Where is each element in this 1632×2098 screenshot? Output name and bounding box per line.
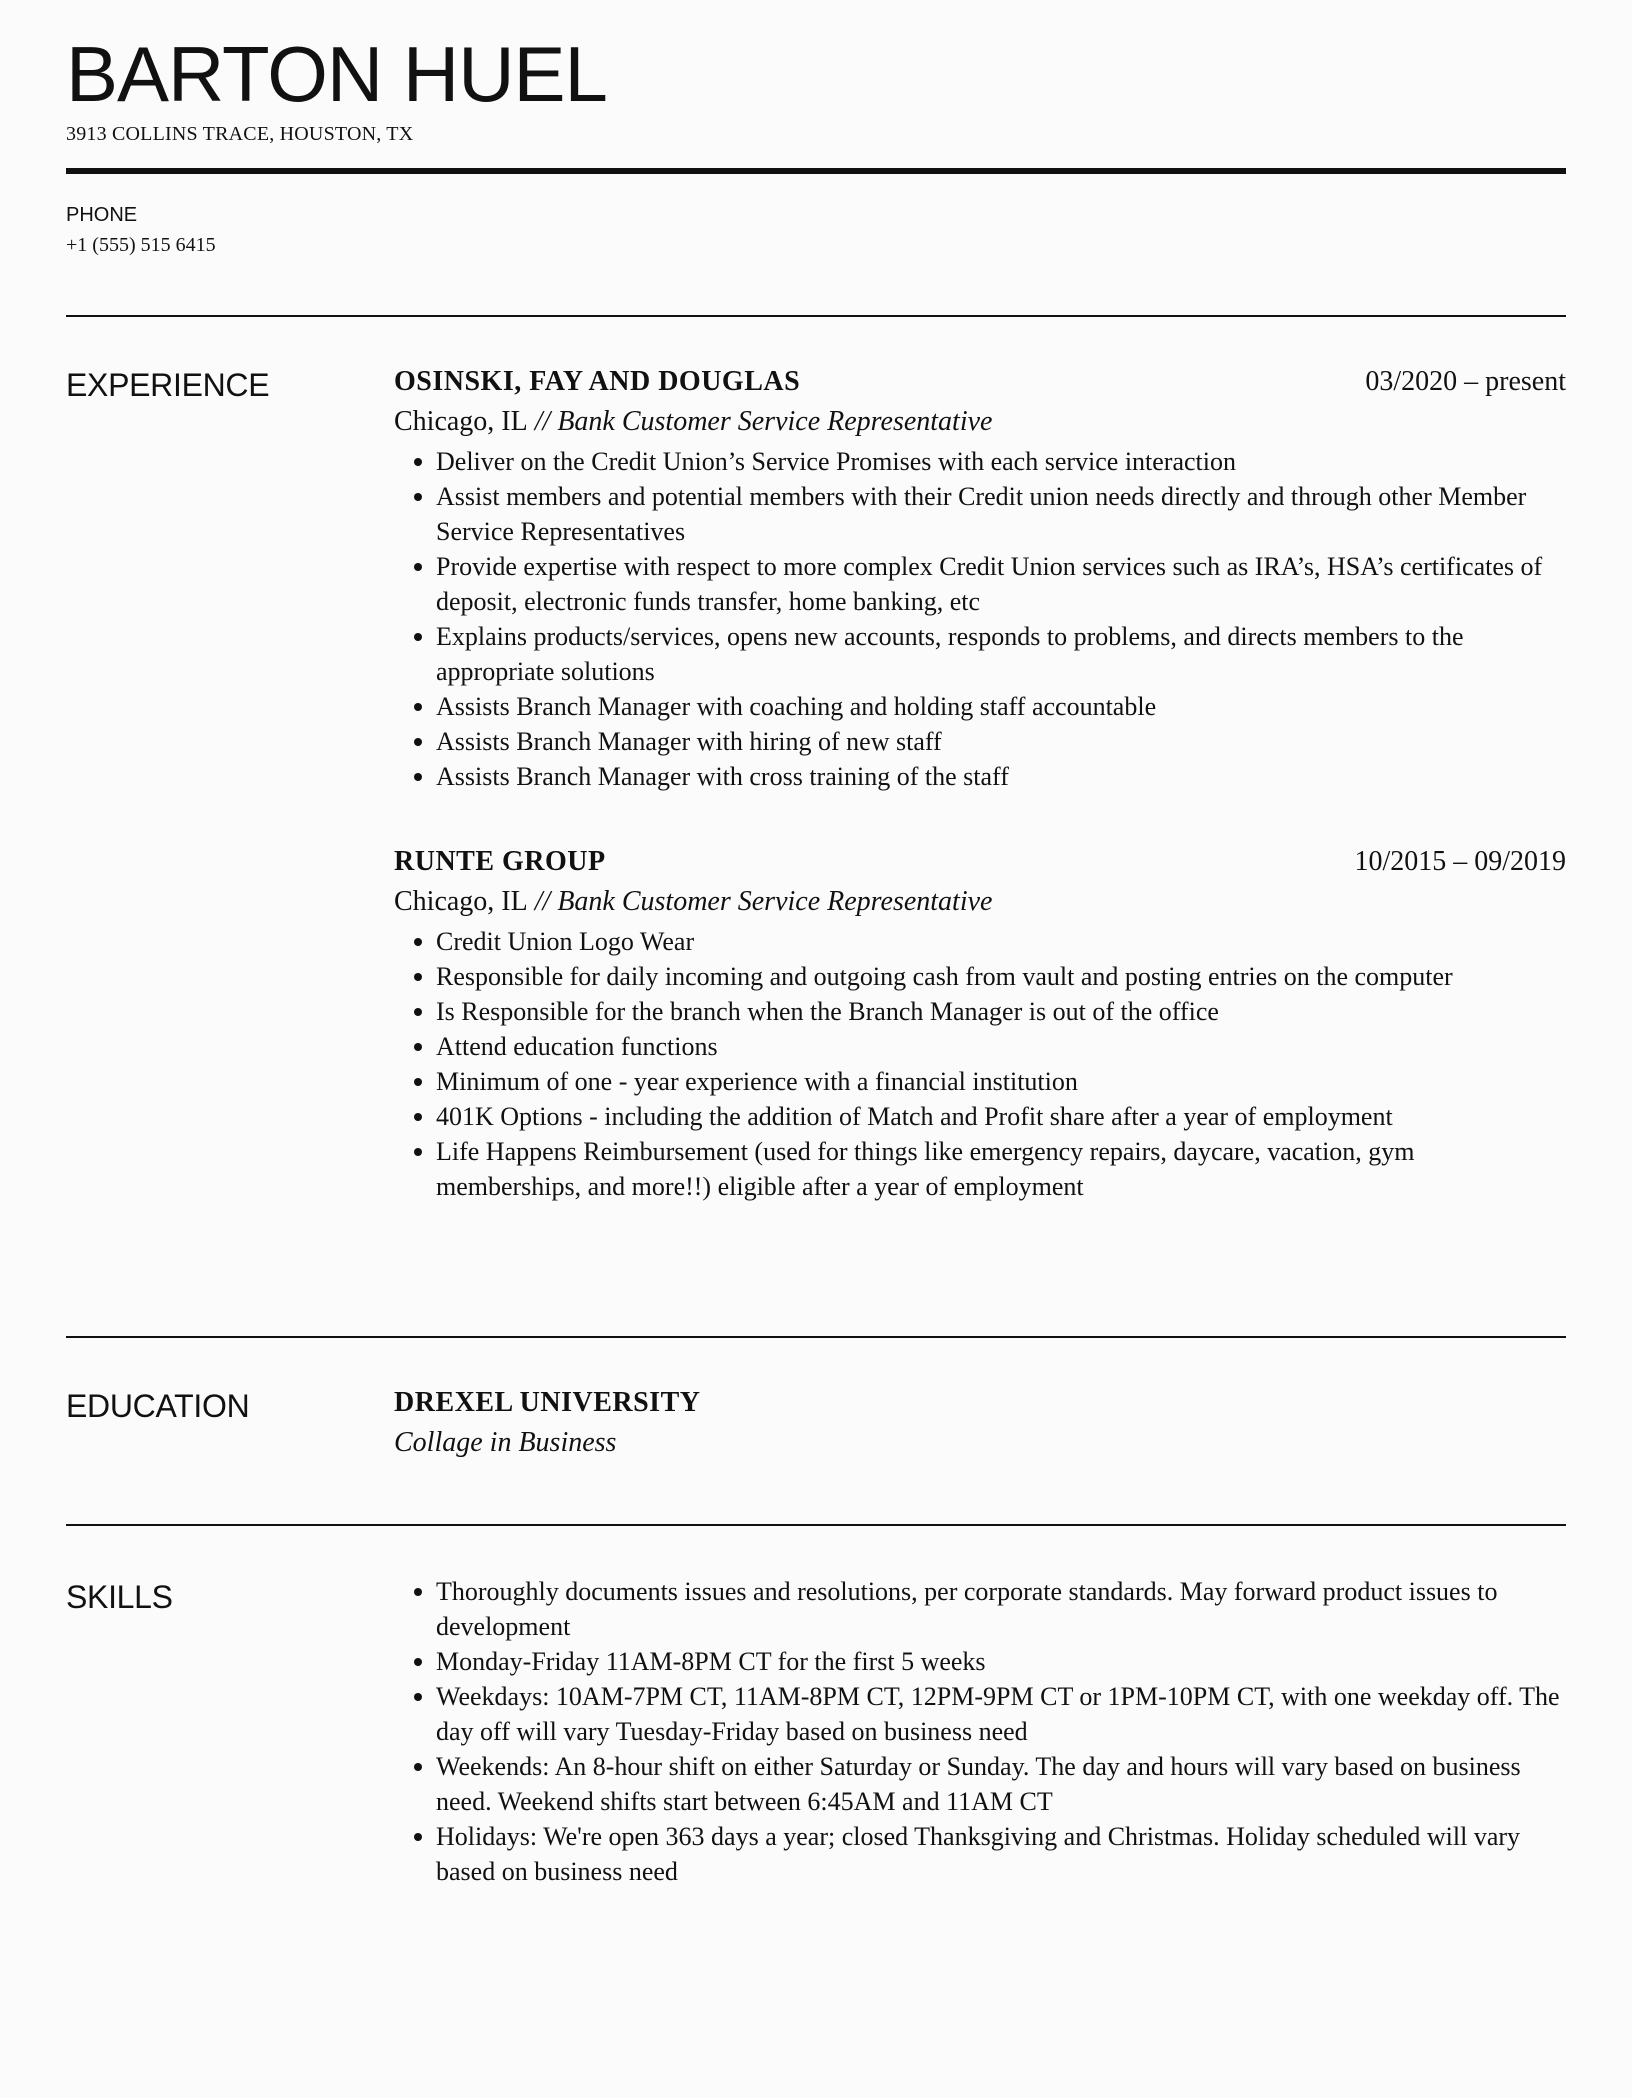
job-location: Chicago, IL	[394, 406, 528, 437]
job-separator: //	[527, 406, 558, 437]
candidate-address: 3913 COLLINS TRACE, HOUSTON, TX	[66, 123, 414, 145]
section-divider	[66, 1524, 1566, 1526]
job-role: Bank Customer Service Representative	[557, 406, 993, 437]
skills-section	[394, 1574, 1566, 1889]
list-item: Weekdays: 10AM-7PM CT, 11AM-8PM CT, 12PM-9PM CT or 1PM-10PM CT, with one weekday off. The day off will vary Tuesday-Friday based on business need	[394, 1679, 1566, 1749]
resume-page	[66, 0, 1566, 2098]
job-entry	[394, 362, 1566, 794]
list-item: Deliver on the Credit Union’s Service Promises with each service interaction	[394, 444, 1566, 479]
list-item: Credit Union Logo Wear	[394, 924, 1566, 959]
job-role: Bank Customer Service Representative	[557, 886, 993, 917]
job-entry	[394, 842, 1566, 1204]
list-item: Assists Branch Manager with cross training of the staff	[394, 759, 1566, 794]
list-item: Thoroughly documents issues and resolutions, per corporate standards. May forward product issues to development	[394, 1574, 1566, 1644]
phone-number: +1 (555) 515 6415	[66, 234, 216, 256]
education-section-title: EDUCATION	[66, 1388, 250, 1424]
list-item: Assists Branch Manager with coaching and holding staff accountable	[394, 689, 1566, 724]
school-name: DREXEL UNIVERSITY	[394, 1387, 701, 1418]
job-subtitle	[394, 882, 1566, 922]
list-item: Life Happens Reimbursement (used for things like emergency repairs, daycare, vacation, gym memberships, and more!!) eligible after a year of employment	[394, 1134, 1566, 1204]
skills-list	[394, 1574, 1566, 1889]
list-item: Responsible for daily incoming and outgoing cash from vault and posting entries on the computer	[394, 959, 1566, 994]
list-item: Holidays: We're open 363 days a year; closed Thanksgiving and Christmas. Holiday scheduled will vary based on business need	[394, 1819, 1566, 1889]
list-item: Provide expertise with respect to more complex Credit Union services such as IRA’s, HSA’s certificates of deposit, electronic funds transfer, home banking, etc	[394, 549, 1566, 619]
degree: Collage in Business	[394, 1427, 617, 1458]
experience-section	[394, 362, 1566, 1204]
job-subtitle	[394, 402, 1566, 442]
list-item: Explains products/services, opens new accounts, responds to problems, and directs members to the appropriate solutions	[394, 619, 1566, 689]
job-location: Chicago, IL	[394, 886, 528, 917]
candidate-name: BARTON HUEL	[66, 30, 607, 118]
list-item: Assist members and potential members with their Credit union needs directly and through other Member Service Representatives	[394, 479, 1566, 549]
job-header	[394, 362, 1566, 402]
section-divider	[66, 1336, 1566, 1338]
employer-name: OSINSKI, FAY AND DOUGLAS	[394, 366, 801, 397]
education-section	[394, 1383, 1566, 1463]
list-item: 401K Options - including the addition of Match and Profit share after a year of employment	[394, 1099, 1566, 1134]
list-item: Monday-Friday 11AM-8PM CT for the first 5 weeks	[394, 1644, 1566, 1679]
phone-label: PHONE	[66, 204, 138, 226]
section-divider	[66, 315, 1566, 317]
employer-name: RUNTE GROUP	[394, 846, 606, 877]
skills-section-title: SKILLS	[66, 1579, 173, 1615]
header-divider	[66, 168, 1566, 174]
job-header	[394, 842, 1566, 882]
job-bullets	[394, 444, 1566, 794]
list-item: Assists Branch Manager with hiring of new staff	[394, 724, 1566, 759]
job-separator: //	[527, 886, 558, 917]
list-item: Weekends: An 8-hour shift on either Saturday or Sunday. The day and hours will vary based on business need. Weekend shifts start between 6:45AM and 11AM CT	[394, 1749, 1566, 1819]
list-item: Attend education functions	[394, 1029, 1566, 1064]
job-dates: 03/2020 – present	[1365, 366, 1566, 397]
list-item: Is Responsible for the branch when the Branch Manager is out of the office	[394, 994, 1566, 1029]
list-item: Minimum of one - year experience with a financial institution	[394, 1064, 1566, 1099]
experience-section-title: EXPERIENCE	[66, 367, 270, 403]
job-dates: 10/2015 – 09/2019	[1354, 846, 1566, 877]
job-bullets	[394, 924, 1566, 1204]
